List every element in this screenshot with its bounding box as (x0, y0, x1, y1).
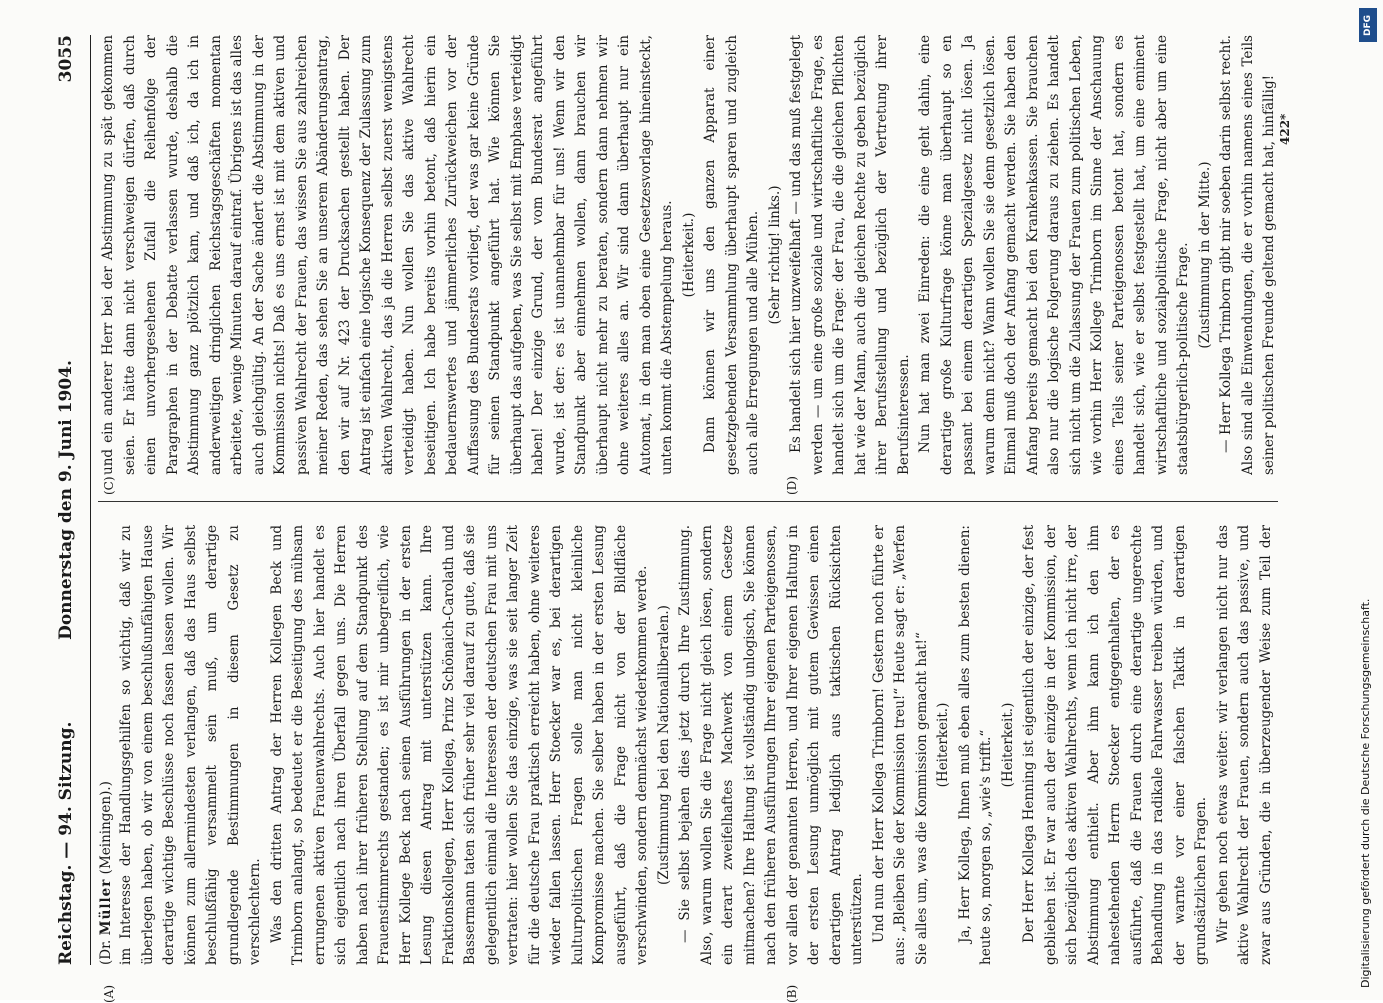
signature-mark: 422* (1278, 113, 1292, 145)
interjection: (Heiterkeit.) (680, 212, 697, 298)
interjection: (Zustimmung in der Mitte.) (1196, 161, 1213, 349)
page-header (50, 35, 91, 965)
column-divider (98, 501, 1278, 502)
paragraph: — Sie selbst bejahen dies jetzt durch Ihre Zustimmung. Also, warum wollen Sie die Frage nicht gleich lösen, sondern ein derart zweifelhaftes Machwerk von einem Gesetze mitmachen? Ihre Haltung ist vollständig unlogisch, Sie können nach den früheren Ausführungen Ihrer eigenen Parteigenossen, vor allen der genannten Herren, und Ihrer eigenen Haltung in der ersten Lesung unmöglich mit gutem Gewissen einen derartigen Antrag lediglich aus taktischen Rücksichten unterstützen. (677, 525, 865, 965)
paragraph: Was den dritten Antrag der Herren Kollegen Beck und Trimborn anlangt, so bedeutet er die Beseitigung des mühsam errungenen aktiven Frauenwahlrechts. Auch hier handelt es sich eigentlich nach ihren Überfall gegen uns. Die Herren haben nach ihrer früheren Stellung auf dem Standpunkt des Frauenstimmrechts gestanden; es ist mir unbegreiflich, wie Herr Kollege Beck nach seinen Ausführungen in der ersten Lesung diesen Antrag mit unterstützen kann. Ihre Fraktionskollegen, Herr Kollega, Prinz Schönaich-Carolath und Bassermann taten sich früher sehr viel darauf zu gute, daß sie gelegentlich einmal die Interessen der deutschen Frau mit uns vertraten: hier wollen Sie das einzige, was sie seit langer Zeit für die deutsche Frau praktisch erreicht haben, ohne weiteres wieder fallen lassen. Herr Stoecker war es, bei derartigen kulturpolitischen Fragen solle man nicht kleinliche Kompromisse machen. Sie selber haben in der ersten Lesung ausgeführt, daß die Frage nicht von der Bildfläche verschwinden, sondern demnächst wiederkommen werde. (268, 525, 650, 965)
margin-marker-c: (C) (102, 476, 116, 495)
header-session: Reichstag. — 94. Sitzung. (56, 721, 76, 965)
paragraph: Nun hat man zwei Einreden: die eine geht dahin, eine derartige große Kulturfrage könne man überhaupt so en passant bei einem derartigen Spezialgesetz nicht lösen. Ja warum denn nicht? Wann wollen Sie sie denn gesetzlich lösen. Einmal muß doch der Anfang gemacht werden. Sie haben den Anfang bereits gemacht bei den Krankenkassen. Sie brauchen also nur die logische Folgerung daraus zu ziehen. Es handelt sich nicht um die Zulassung der Frauen zum politischen Leben, wie vorhin Herr Kollege Trimborn im Sinne der Anschauung eines Teils seiner Parteigenossen betont hat, sondern es handelt sich, wie er selbst festgestellt hat, um eine eminent wirtschaftliche und sozialpolitische Frage, nicht aber um eine staatsbürgerlich-politische Frage. (917, 35, 1191, 475)
paragraph: Wir gehen noch etwas weiter: wir verlangen nicht nur das aktive Wahlrecht der Frauen, sondern auch das passive, und zwar aus Gründen, die in überzeugender Weise zum Teil der (1214, 525, 1274, 965)
paragraph: im Interesse der Handlungsgehilfen so wichtig, daß wir zu überlegen haben, ob wir von einem beschlußunfähigen Hause derartige wichtige Beschlüsse noch fassen lassen wollen. Wir können zum allermindesten verlangen, daß das Haus selbst beschlußfähig versammelt sein muß, um derartige grundlegende Bestimmungen in diesem Gesetz zu verschlechtern. (118, 525, 263, 965)
paragraph: und ein anderer Herr bei der Abstimmung zu spät gekommen seien. Er hätte dann nicht verschweigen dürfen, daß durch einen unvorhergesehenen Zufall die Reihenfolge der Paragraphen in der Debatte verlassen wurde, deshalb die Abstimmung ganz plötzlich kam, und daß ich, da ich in anderweitigen dringlichen Reichstagsgeschäften momentan arbeitete, wenige Minuten darauf eintraf. Übrigens ist das alles auch gleichgültig. An der Sache ändert die Abstimmung in der Kommission nichts! Daß es uns ernst ist mit dem aktiven und passiven Wahlrecht der Frauen, das wissen Sie aus zahlreichen meiner Reden, das sehen Sie an unserem Abänderungsantrag, den wir auf Nr. 423 der Drucksachen gestellt haben. Der Antrag ist einfach eine logische Konsequenz der Zulassung zum aktiven Wahlrecht, das ja die Herren selbst zuerst wenigstens verteidigt haben. Nun wollen Sie das aktive Wahlrecht beseitigen. Ich habe bereits vorhin betont, daß hierin ein bedauernswertes und jämmerliches Zurückweichen vor der Auffassung des Bundesrats vorliegt, der was gar keine Gründe für seinen Standpunkt angeführt hat. Wie können Sie überhaupt das aufgeben, was Sie selbst mit Emphase verteidigt haben! Der einzige Grund, der vom Bundesrat angeführt wurde, ist der: es ist unannehmbar für uns! Wenn wir den Standpunkt aber einnehmen wollen, dann brauchen wir überhaupt nicht mehr zu beraten, sondern dann nehmen wir ohne weiteres alles an. Wir sind dann überhaupt nur ein Automat, in den man oben eine Gesetzesvorlage hineinsteckt, unten kommt die Abstempelung heraus. (100, 35, 675, 475)
interjection: (Zustimmung bei den Nationalliberalen.) (655, 605, 672, 885)
interjection: (Heiterkeit.) (935, 702, 951, 788)
paragraph: Ja, Herr Kollega, Ihnen muß eben alles zum besten dienen: heute so, morgen so, „wie's trifft.“ (956, 525, 994, 965)
speaker-prefix: (Dr. (98, 939, 114, 965)
digitization-credit: Digitalisierung gefördert durch die Deutsche Forschungsgemeinschaft. (1359, 598, 1372, 988)
paragraph: Und nun der Herr Kollega Trimborn! Gestern noch führte er aus: „Bleiben Sie der Kommission treu!“ Heute sagt er: „Werfen Sie alles um, was die Kommission gemacht hat!“ (870, 525, 930, 965)
header-date: Donnerstag den 9. Juni 1904. (56, 360, 76, 640)
speaker-suffix: (Meiningen).) (98, 781, 114, 875)
speaker-name: Müller (98, 878, 114, 936)
interjection: (Sehr richtig! links.) (766, 185, 783, 325)
text-column-right (98, 35, 1278, 475)
paragraph: Der Herr Kollega Henning ist eigentlich der einzige, der fest geblieben ist. Er war auch der einzige in der Kommission, der sich bezüglich des aktiven Wahlrechts, wenn ich nicht irre, der Abstimmung enthielt. Aber ihm kann ich den ihm nahestehenden Herrn Stoecker entgegenhalten, der es ausführte, daß die Frauen durch eine derartige ungerechte Behandlung in das radikale Fahrwasser treiben würden, und der warnte vor einer falschen Taktik in derartigen grundsätzlichen Fragen. (1021, 525, 1209, 965)
paragraph: Es handelt sich hier unzweifelhaft — und das muß festgelegt werden — um eine große soziale und wirtschaftliche Frage, es handelt sich um die Frage: der Frau, die die gleichen Pflichten hat wie der Mann, auch die gleichen Rechte zu geben bezüglich ihrer Berufsstellung und bezüglich der Vertretung ihrer Berufsinteressen. (788, 35, 912, 475)
credit-sidebar (1351, 8, 1377, 988)
rotated-page-content (50, 35, 1295, 1003)
margin-marker-b: (B) (785, 984, 799, 1003)
text-column-left (98, 525, 1278, 965)
page-number: 3055 (56, 35, 76, 83)
paragraph: — Herr Kollega Trimborn gibt mir soeben darin selbst recht. Also sind alle Einwendungen, die er vorhin namens eines Teils seiner politischen Freunde geltend gemacht hat, hinfällig! (1218, 35, 1277, 475)
interjection: (Heiterkeit.) (999, 702, 1016, 788)
margin-marker-d: (D) (785, 476, 799, 495)
dfg-logo: DFG (1359, 8, 1377, 42)
paragraph: Dann können wir uns den ganzen Apparat einer gesetzgebenden Versammlung überhaupt sparen und zugleich auch alle Erregungen und alle Mühen. (702, 35, 761, 475)
speaker-line (98, 525, 114, 965)
margin-marker-a: (A) (102, 984, 116, 1003)
